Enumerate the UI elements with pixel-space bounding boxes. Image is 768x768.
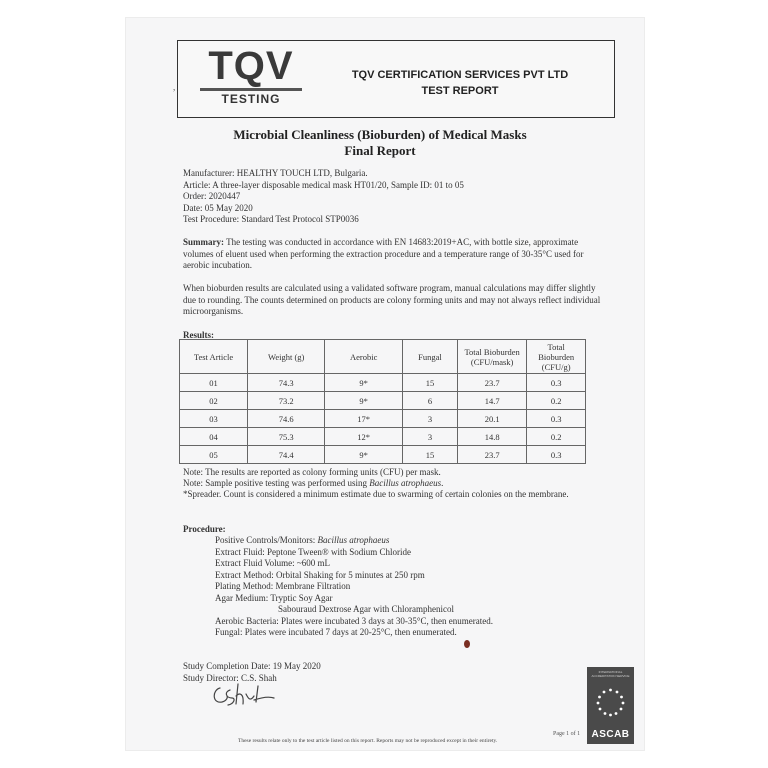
- company-name: TQV CERTIFICATION SERVICES PVT LTD: [351, 69, 569, 81]
- table-cell: 74.6: [248, 410, 325, 428]
- table-cell: 17*: [325, 410, 403, 428]
- study-director: Study Director: C.S. Shah: [183, 673, 277, 683]
- manufacturer: Manufacturer: HEALTHY TOUCH LTD, Bulgaria.: [183, 168, 368, 178]
- column-header: Total Bioburden (CFU/g): [527, 340, 586, 374]
- table-cell: 3: [402, 428, 457, 446]
- table-cell: 15: [402, 374, 457, 392]
- note-positive-prefix: Note: Sample positive testing was performed using: [183, 478, 370, 488]
- logo-text: TQV: [208, 44, 294, 88]
- tqv-logo: [192, 46, 310, 110]
- table-row: [180, 428, 586, 446]
- report-title: [200, 127, 560, 159]
- disclaimer: These results relate only to the test article listed on this report. Reports may not be reproduced except in their entirety.: [238, 738, 498, 744]
- note-spreader: *Spreader. Count is considered a minimum estimate due to swarming of certain colonies on the membrane.: [183, 489, 569, 499]
- table-cell: 0.3: [527, 410, 586, 428]
- plating-method: Plating Method: Membrane Filtration: [215, 581, 351, 591]
- table-cell: 0.3: [527, 446, 586, 464]
- aerobic-bacteria: Aerobic Bacteria: Plates were incubated 3 days at 30-35°C, then enumerated.: [215, 615, 493, 626]
- report-title-line2: Final Report: [344, 143, 416, 158]
- table-cell: 01: [180, 374, 248, 392]
- results-header-row: [180, 340, 586, 374]
- logo-divider: [200, 88, 302, 91]
- ascab-name: ASCAB: [591, 729, 630, 740]
- company-block: [330, 67, 590, 99]
- results-table: [179, 339, 586, 464]
- fungal-incubation: Fungal: Plates were incubated 7 days at 20-25°C, then enumerated.: [215, 627, 457, 637]
- extract-method: Extract Method: Orbital Shaking for 5 minutes at 250 rpm: [215, 569, 425, 580]
- table-row: [180, 446, 586, 464]
- table-cell: 05: [180, 446, 248, 464]
- ascab-small-text: INTERNATIONAL ACCREDITATION SERVICE: [591, 670, 630, 678]
- procedure-label: Procedure:: [183, 524, 226, 534]
- table-cell: 74.4: [248, 446, 325, 464]
- summary-text: The testing was conducted in accordance with EN 14683:2019+AC, with bottle size, approximate volumes of eluent used when performing the extraction procedure and a temperature range of 30-35°C used for aerobic incubation.: [183, 237, 584, 270]
- table-row: [180, 410, 586, 428]
- stars-ring-icon: [595, 687, 626, 718]
- table-cell: 14.7: [457, 392, 526, 410]
- logo-subtext: TESTING: [221, 92, 281, 106]
- note-positive-testing: [183, 478, 603, 489]
- ink-stain: [464, 640, 470, 648]
- page-number: Page 1 of 1: [553, 731, 581, 737]
- order: Order: 2020447: [183, 191, 241, 201]
- positive-controls: [215, 535, 595, 547]
- report-title-line1: Microbial Cleanliness (Bioburden) of Medical Masks: [233, 127, 527, 142]
- table-row: [180, 392, 586, 410]
- table-cell: 04: [180, 428, 248, 446]
- positive-controls-organism: Bacillus atrophaeus: [317, 535, 390, 545]
- table-row: [180, 374, 586, 392]
- report-type: TEST REPORT: [421, 85, 499, 97]
- table-cell: 0.2: [527, 428, 586, 446]
- table-cell: 3: [402, 410, 457, 428]
- table-cell: 14.8: [457, 428, 526, 446]
- table-cell: 74.3: [248, 374, 325, 392]
- table-cell: 02: [180, 392, 248, 410]
- table-cell: 23.7: [457, 446, 526, 464]
- extract-volume: Extract Fluid Volume: ~600 mL: [215, 558, 331, 568]
- summary-paragraph: [183, 237, 603, 272]
- report-meta: [183, 168, 603, 226]
- table-cell: 20.1: [457, 410, 526, 428]
- column-header: Aerobic: [325, 340, 403, 374]
- extract-fluid: Extract Fluid: Peptone Tween® with Sodium Chloride: [215, 546, 412, 557]
- column-header: Test Article: [180, 340, 248, 374]
- table-cell: 23.7: [457, 374, 526, 392]
- note-cfu: Note: The results are reported as colony forming units (CFU) per mask.: [183, 467, 441, 477]
- table-cell: 9*: [325, 392, 403, 410]
- article: Article: A three-layer disposable medical mask HT01/20, Sample ID: 01 to 05: [183, 179, 464, 190]
- note-positive-suffix: .: [441, 478, 444, 488]
- table-cell: 15: [402, 446, 457, 464]
- column-header: Weight (g): [248, 340, 325, 374]
- table-cell: 03: [180, 410, 248, 428]
- table-cell: 0.3: [527, 374, 586, 392]
- procedure-list: [215, 535, 595, 639]
- table-cell: 9*: [325, 374, 403, 392]
- completion-date: Study Completion Date: 19 May 2020: [183, 661, 321, 671]
- column-header: Total Bioburden (CFU/mask): [457, 340, 526, 374]
- table-cell: 0.2: [527, 392, 586, 410]
- table-cell: 9*: [325, 446, 403, 464]
- results-label: Results:: [183, 330, 214, 340]
- report-date: Date: 05 May 2020: [183, 202, 253, 213]
- scan-mark: ,: [173, 82, 176, 92]
- test-procedure: Test Procedure: Standard Test Protocol STP0036: [183, 214, 359, 224]
- column-header: Fungal: [402, 340, 457, 374]
- table-cell: 73.2: [248, 392, 325, 410]
- table-cell: 75.3: [248, 428, 325, 446]
- signature: [210, 680, 280, 710]
- positive-controls-prefix: Positive Controls/Monitors:: [215, 535, 318, 545]
- ascab-accreditation-badge: [587, 667, 634, 744]
- table-cell: 6: [402, 392, 457, 410]
- calculation-note: When bioburden results are calculated using a validated software program, manual calculations may differ slightly due to rounding. The counts determined on products are colony forming units and may not always reflect individual microorganisms.: [183, 283, 601, 316]
- results-notes: [183, 467, 603, 500]
- agar-medium-2: Sabouraud Dextrose Agar with Chloramphenicol: [278, 604, 454, 614]
- summary-label: Summary:: [183, 237, 224, 247]
- table-cell: 12*: [325, 428, 403, 446]
- note-positive-organism: Bacillus atrophaeus: [369, 478, 442, 488]
- agar-medium: Agar Medium: Tryptic Soy Agar: [215, 592, 333, 603]
